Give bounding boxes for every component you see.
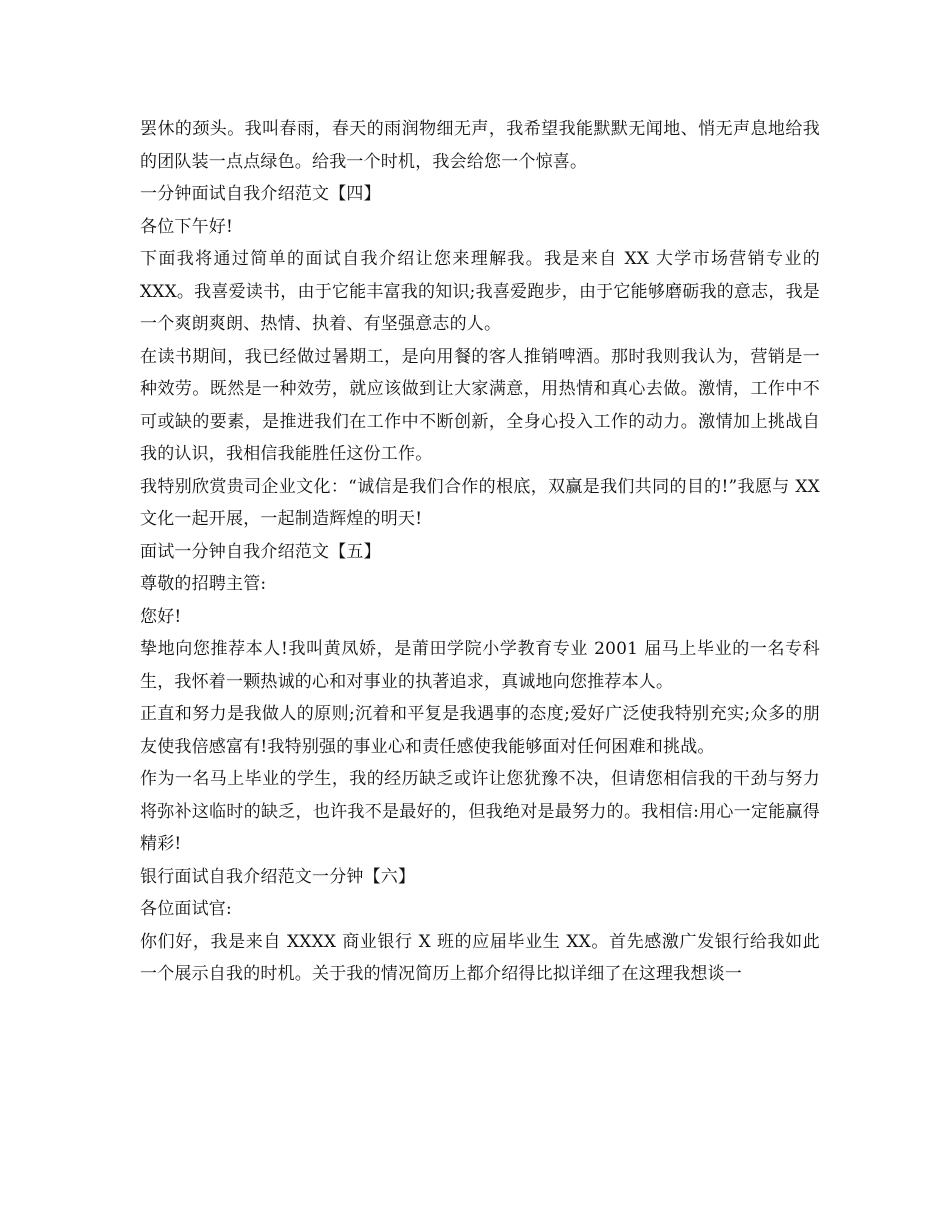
document-body bbox=[140, 113, 820, 991]
paragraph-continuation: 罢休的颈头。我叫春雨，春天的雨润物细无声，我希望我能默默无闻地、悄无声息地给我的团队装一点点绿色。给我一个时机，我会给您一个惊喜。 bbox=[140, 119, 820, 172]
section-heading-six: 银行面试自我介绍范文一分钟【六】 bbox=[140, 866, 416, 887]
body-paragraph: 在读书期间，我已经做过暑期工，是向用餐的客人推销啤酒。那时我则我认为，营销是一种效劳。既然是一种效劳，就应该做到让大家满意，用热情和真心去做。激情，工作中不可或缺的要素，是推进我们在工作中不断创新，全身心投入工作的动力。激情加上挑战自我的认识，我相信我能胜任这份工作。 bbox=[140, 346, 820, 464]
greeting-paragraph: 各位下午好! bbox=[140, 216, 234, 237]
body-paragraph: 你们好，我是来自 XXXX 商业银行 X 班的应届毕业生 XX。首先感激广发银行给我如此一个展示自我的时机。关于我的情况简历上都介绍得比拟详细了在这理我想谈一 bbox=[140, 931, 820, 984]
body-paragraph: 作为一名马上毕业的学生，我的经历缺乏或许让您犹豫不决，但请您相信我的干劲与努力将弥补这临时的缺乏，也许我不是最好的，但我绝对是最努力的。我相信:用心一定能赢得精彩! bbox=[140, 769, 820, 854]
body-paragraph: 正直和努力是我做人的原则;沉着和平复是我遇事的态度;爱好广泛使我特别充实;众多的朋友使我倍感富有!我特别强的事业心和责任感使我能够面对任何困难和挑战。 bbox=[140, 704, 820, 757]
body-paragraph: 挚地向您推荐本人!我叫黄凤娇，是莆田学院小学教育专业 2001 届马上毕业的一名专科生，我怀着一颗热诚的心和对事业的执著追求，真诚地向您推荐本人。 bbox=[140, 639, 820, 692]
greeting-paragraph: 尊敬的招聘主管: bbox=[140, 574, 267, 594]
body-paragraph: 我特别欣赏贵司企业文化：“诚信是我们合作的根底，双赢是我们共同的目的!”我愿与 XX 文化一起开展，一起制造辉煌的明天! bbox=[140, 476, 820, 529]
section-heading-five: 面试一分钟自我介绍范文【五】 bbox=[140, 541, 381, 562]
greeting-paragraph: 各位面试官: bbox=[140, 899, 232, 919]
greeting-paragraph: 您好! bbox=[140, 606, 182, 627]
body-paragraph: 下面我将通过简单的面试自我介绍让您来理解我。我是来自 XX 大学市场营销专业的 XXX。我喜爱读书，由于它能丰富我的知识;我喜爱跑步，由于它能够磨砺我的意志，我是一个爽朗爽朗、热情、执着、有坚强意志的人。 bbox=[140, 249, 820, 334]
section-heading-four: 一分钟面试自我介绍范文【四】 bbox=[140, 184, 381, 204]
